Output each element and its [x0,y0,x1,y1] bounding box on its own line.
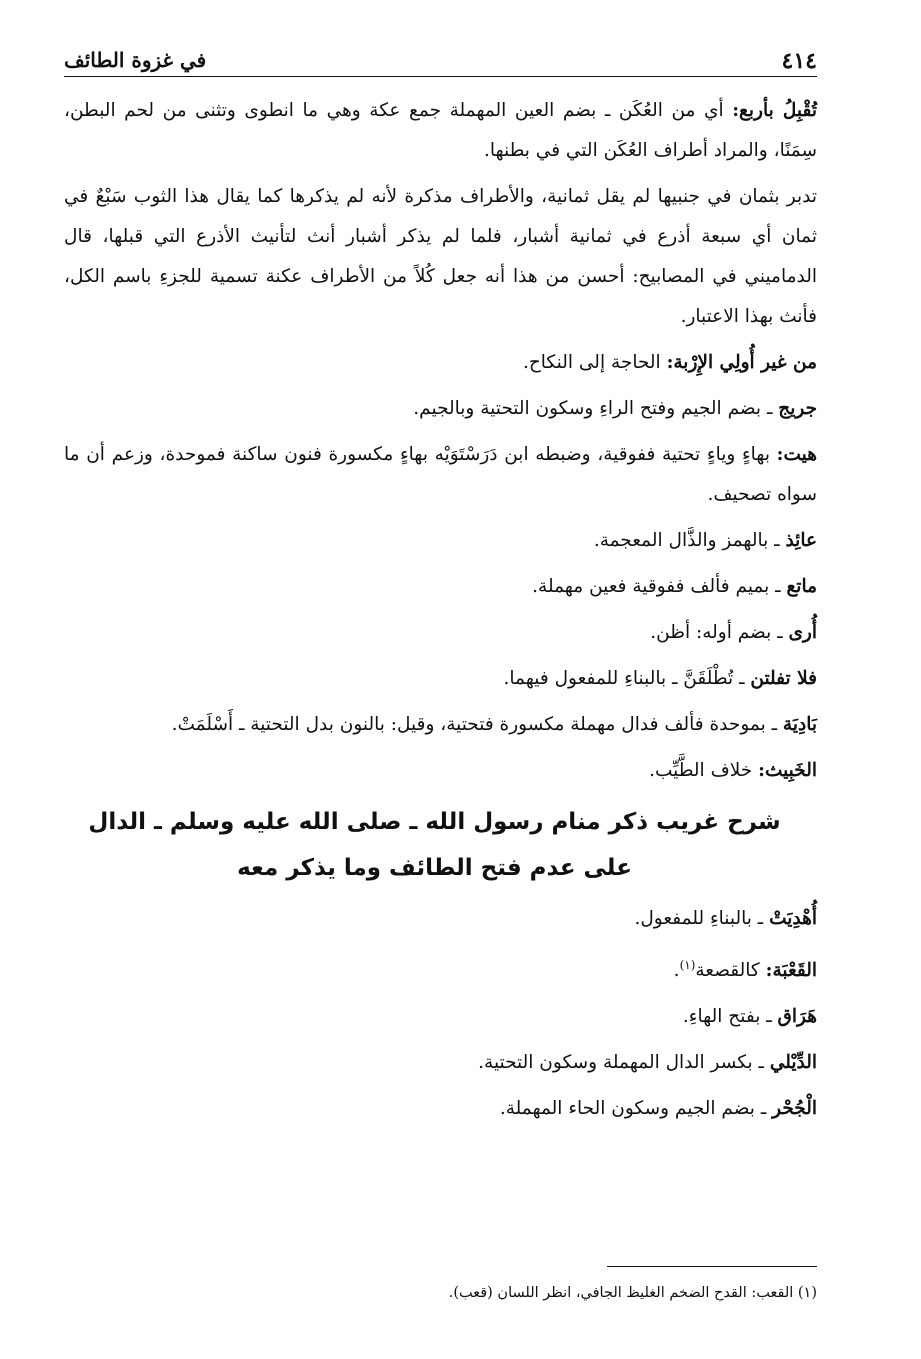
gloss-entry [64,997,817,1037]
gloss-text: خلاف الطَّيِّب. [649,760,759,781]
gloss-entry [64,751,817,791]
gloss-entry [64,177,817,337]
gloss-entry [64,1043,817,1083]
footnote: (١) القعب: القدح الضخم الغليظ الجافي، انظر اللسان (قعب). [448,1285,817,1301]
gloss-entry [64,567,817,607]
gloss-term: أُهْدِيَتْ [769,908,817,929]
gloss-text: ـ بكسر الدال المهملة وسكون التحتية. [478,1052,770,1074]
gloss-text: تدبر بثمان في جنبيها لم يقل ثمانية، والأطراف مذكرة لأنه لم يذكرها كما يقال هذا الثوب سَبْعٌ في ثمان أي سبعة أذرع في ثمانية أشبار، فلما لم يذكر أشبار أنث لتأنيث الأذرع التي قبلها، قال الدماميني في المصابيح: أحسن من هذا أنه جعل كُلاً من الأطراف عكنة تسمية للجزءِ باسم الكل، فأنث بهذا الاعتبار. [64,186,817,327]
gloss-term: الْجُحْر [772,1098,817,1120]
gloss-text: كالقصعة [695,960,766,982]
gloss-text: ـ بضم الجيم وسكون الحاء المهملة. [499,1098,773,1120]
gloss-text: ـ بضم أوله: أظن. [650,622,789,643]
gloss-text: ـ بالهمز والذَّال المعجمة. [593,530,786,551]
running-header [64,40,817,77]
gloss-entry [64,899,817,939]
body-text [64,91,817,1129]
gloss-entry [64,521,817,561]
gloss-entry [64,945,817,991]
chapter-title: في غزوة الطائف [64,48,207,72]
gloss-term: القَعْبَة: [765,960,817,982]
gloss-text: ـ بفتح الهاءِ. [682,1006,778,1028]
gloss-term: عائِذ [785,530,817,551]
gloss-text: ـ بميم فألف ففوقية فعين مهملة. [532,576,787,597]
gloss-text: بهاءٍ وياءٍ تحتية ففوقية، وضبطه ابن دَرَسْتَوَيْه بهاءٍ مكسورة فنون ساكنة فموحدة، وزعم أن ما سواه تصحيف. [64,444,817,505]
gloss-entry [64,343,817,383]
gloss-text: الحاجة إلى النكاح. [522,352,667,373]
gloss-term: جريج [778,398,817,419]
section-heading: شرح غريب ذكر منام رسول الله ـ صلى الله عليه وسلم ـ الدال على عدم فتح الطائف وما يذكر معه [88,809,781,881]
gloss-term: هَرَاق [777,1006,817,1028]
gloss-term: من غير أُولِي الإِرْبة: [666,352,817,373]
gloss-text: أي من العُكَن ـ بضم العين المهملة جمع عكة وهي ما انطوى وتثنى من لحم البطن، سِمَنًا، والمراد أطراف العُكَن التي في بطنها. [64,100,817,161]
footnote-rule [607,1266,817,1267]
gloss-term: الدِّيْلي [769,1052,817,1074]
gloss-entry [64,1089,817,1129]
gloss-entry [64,659,817,699]
page-number: ٤١٤ [781,48,817,74]
gloss-entry [64,389,817,429]
gloss-entry [64,91,817,171]
gloss-text: ـ بموحدة فألف فدال مهملة مكسورة فتحتية، وقيل: بالنون بدل التحتية ـ أَسْلَمَتْ. [171,714,783,735]
gloss-term: بَادِيَة [782,714,817,735]
gloss-term: أُرى [788,622,817,643]
gloss-text: ـ تُطْلَقَنَّ ـ بالبناءِ للمفعول فيهما. [503,668,751,689]
gloss-term: فلا تفلتن [750,668,817,689]
gloss-term: هيت: [776,444,817,465]
gloss-entry [64,435,817,515]
gloss-term: تُقْبِلُ بأربع: [732,100,817,121]
gloss-term: ماتع [786,576,817,597]
gloss-text-end: . [673,960,680,982]
gloss-term: الخَبِيث: [758,760,817,781]
gloss-entry [64,705,817,745]
footnote-marker[interactable]: (١) [679,958,696,972]
gloss-text: ـ بالبناءِ للمفعول. [634,908,770,929]
gloss-text: ـ بضم الجيم وفتح الراءِ وسكون التحتية وبالجيم. [413,398,779,419]
gloss-entry [64,613,817,653]
